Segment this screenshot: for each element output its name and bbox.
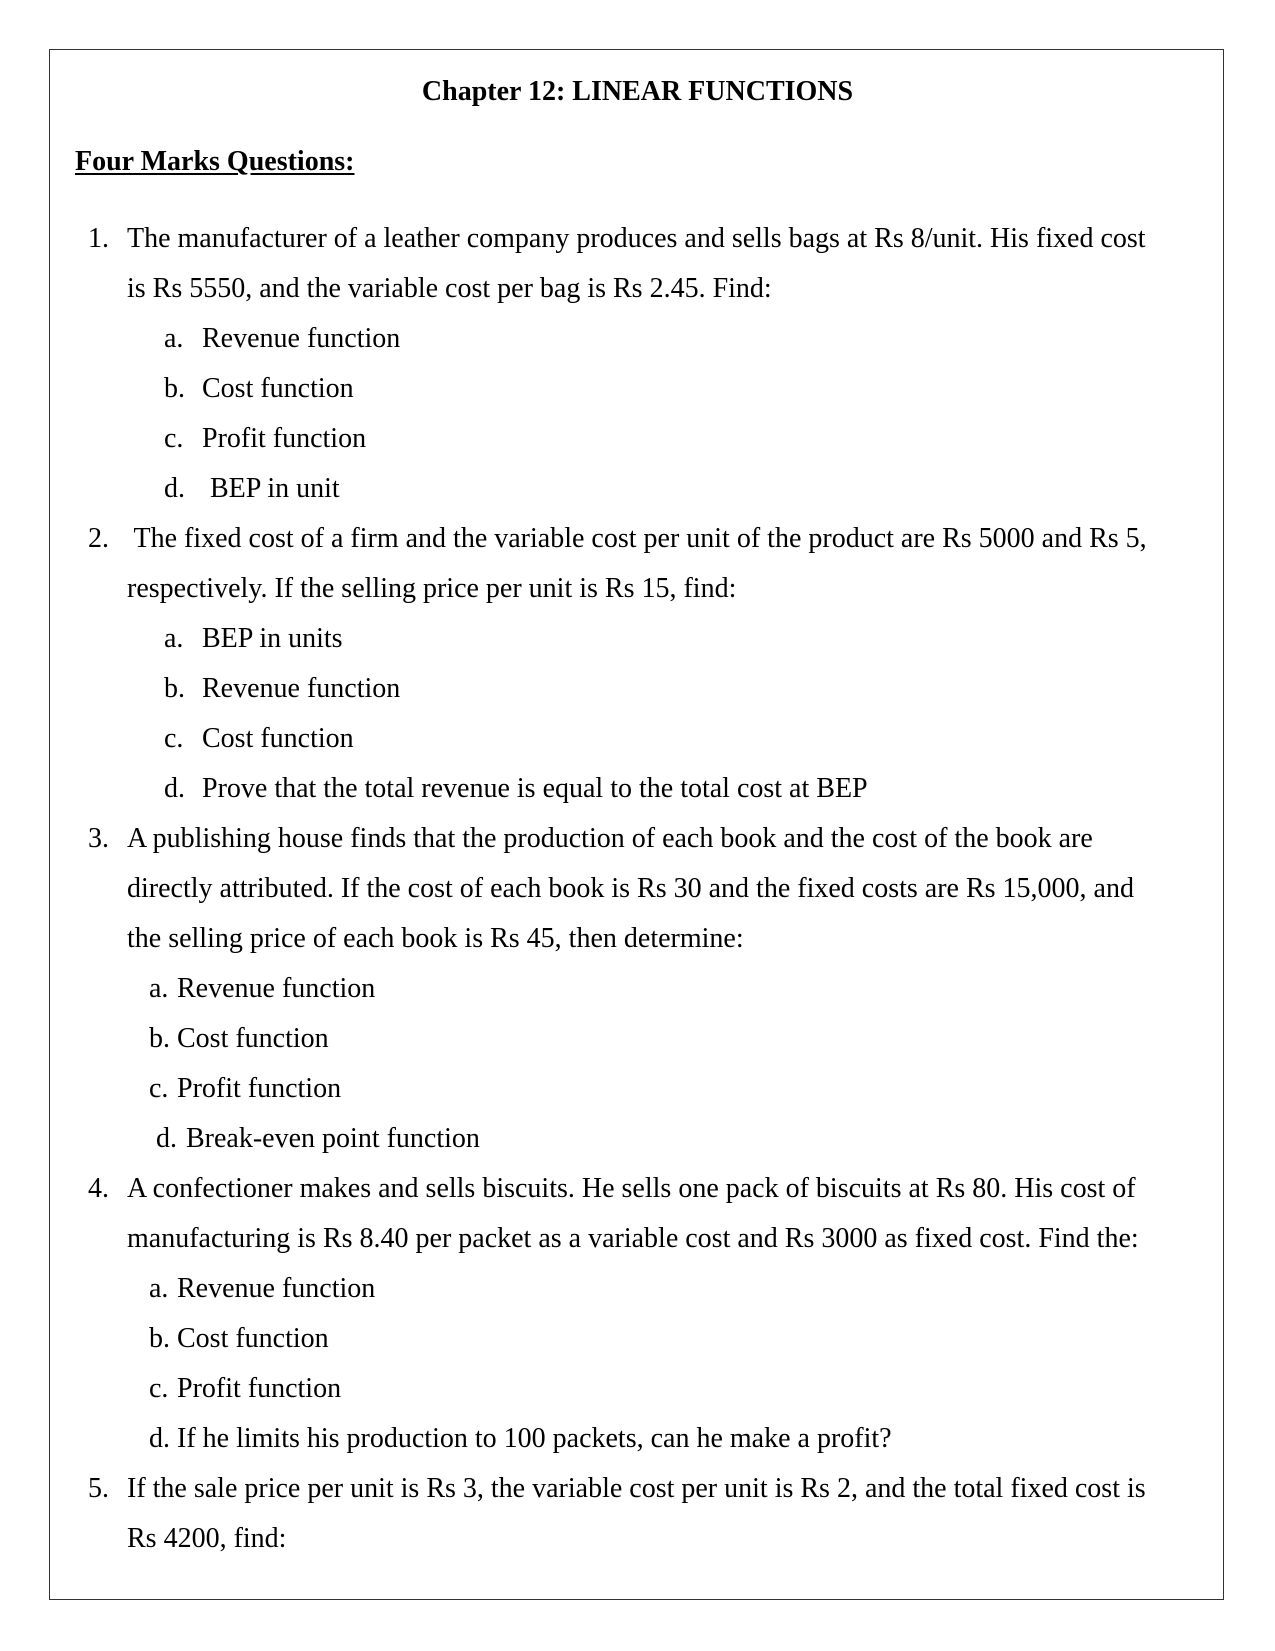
sub-question-letter: c.	[149, 1073, 169, 1104]
sub-question-letter: c.	[164, 723, 184, 754]
question-number: 2.	[88, 523, 109, 554]
question-text	[127, 814, 1195, 964]
question-line: A publishing house finds that the production of each book and the cost of the book are	[127, 823, 1093, 854]
sub-question-text: Revenue function	[202, 673, 401, 704]
sub-question-letter: b.	[149, 1323, 170, 1354]
question-number: 3.	[88, 823, 109, 854]
question-3	[0, 814, 1275, 1164]
sub-question-list	[0, 964, 1275, 1164]
sub-question	[0, 764, 1275, 814]
question-line: directly attributed. If the cost of each book is Rs 30 and the fixed costs are Rs 15,000, and	[127, 873, 1134, 904]
question-line: The manufacturer of a leather company produces and sells bags at Rs 8/unit. His fixed cost	[127, 223, 1146, 254]
question-line: Rs 4200, find:	[127, 1523, 287, 1554]
question-1	[0, 214, 1275, 514]
sub-question	[0, 464, 1275, 514]
sub-question	[0, 364, 1275, 414]
sub-question	[0, 1314, 1275, 1364]
question-4	[0, 1164, 1275, 1464]
sub-question	[0, 414, 1275, 464]
question-number: 4.	[88, 1173, 109, 1204]
sub-question	[0, 614, 1275, 664]
question-line: If the sale price per unit is Rs 3, the variable cost per unit is Rs 2, and the total fixed cost is	[127, 1473, 1146, 1504]
sub-question-text: Profit function	[177, 1373, 342, 1404]
sub-question-letter: d.	[156, 1123, 177, 1154]
sub-question-letter: a.	[164, 623, 184, 654]
question-text	[127, 1164, 1195, 1264]
sub-question	[0, 714, 1275, 764]
sub-question-letter: d.	[164, 473, 185, 504]
question-list	[0, 214, 1275, 1564]
section-heading: Four Marks Questions:	[75, 146, 355, 177]
question-text	[127, 514, 1195, 614]
question-number: 1.	[88, 223, 109, 254]
sub-question-text: Cost function	[177, 1323, 329, 1354]
sub-question-text: Prove that the total revenue is equal to the total cost at BEP	[202, 773, 868, 804]
sub-question-letter: c.	[164, 423, 184, 454]
sub-question	[0, 964, 1275, 1014]
sub-question-text: Revenue function	[177, 1273, 376, 1304]
question-5	[0, 1464, 1275, 1564]
sub-question-letter: c.	[149, 1373, 169, 1404]
sub-question-list	[0, 614, 1275, 814]
sub-question-letter: a.	[149, 973, 169, 1004]
sub-question-text: Profit function	[202, 423, 367, 454]
sub-question-letter: d.	[164, 773, 185, 804]
question-2	[0, 514, 1275, 814]
sub-question-text: BEP in unit	[210, 473, 340, 504]
question-line: the selling price of each book is Rs 45, then determine:	[127, 923, 744, 954]
question-line: manufacturing is Rs 8.40 per packet as a variable cost and Rs 3000 as fixed cost. Find the:	[127, 1223, 1139, 1254]
sub-question-letter: a.	[149, 1273, 169, 1304]
question-line: The fixed cost of a firm and the variable cost per unit of the product are Rs 5000 and Rs 5,	[127, 523, 1147, 554]
sub-question-text: Cost function	[202, 373, 354, 404]
sub-question-text: Profit function	[177, 1073, 342, 1104]
question-line: respectively. If the selling price per unit is Rs 15, find:	[127, 573, 737, 604]
sub-question-text: BEP in units	[202, 623, 343, 654]
sub-question	[0, 664, 1275, 714]
question-line: A confectioner makes and sells biscuits. He sells one pack of biscuits at Rs 80. His cost of	[127, 1173, 1136, 1204]
sub-question-letter: b.	[164, 673, 185, 704]
sub-question-text: Cost function	[202, 723, 354, 754]
sub-question	[0, 1114, 1275, 1164]
sub-question	[0, 1064, 1275, 1114]
sub-question-letter: d.	[149, 1423, 170, 1454]
sub-question-letter: b.	[149, 1023, 170, 1054]
sub-question-letter: a.	[164, 323, 184, 354]
sub-question-text: Break-even point function	[186, 1123, 480, 1154]
question-line: is Rs 5550, and the variable cost per bag is Rs 2.45. Find:	[127, 273, 772, 304]
sub-question	[0, 1014, 1275, 1064]
question-text	[127, 214, 1195, 314]
sub-question-text: Cost function	[177, 1023, 329, 1054]
sub-question	[0, 1414, 1275, 1464]
sub-question-list	[0, 1264, 1275, 1464]
question-text	[127, 1464, 1195, 1564]
chapter-title: Chapter 12: LINEAR FUNCTIONS	[421, 76, 854, 107]
sub-question	[0, 314, 1275, 364]
question-number: 5.	[88, 1473, 109, 1504]
sub-question	[0, 1264, 1275, 1314]
sub-question-letter: b.	[164, 373, 185, 404]
sub-question-text: Revenue function	[177, 973, 376, 1004]
sub-question-text: Revenue function	[202, 323, 401, 354]
sub-question-list	[0, 314, 1275, 514]
sub-question-text: If he limits his production to 100 packets, can he make a profit?	[177, 1423, 892, 1454]
sub-question	[0, 1364, 1275, 1414]
